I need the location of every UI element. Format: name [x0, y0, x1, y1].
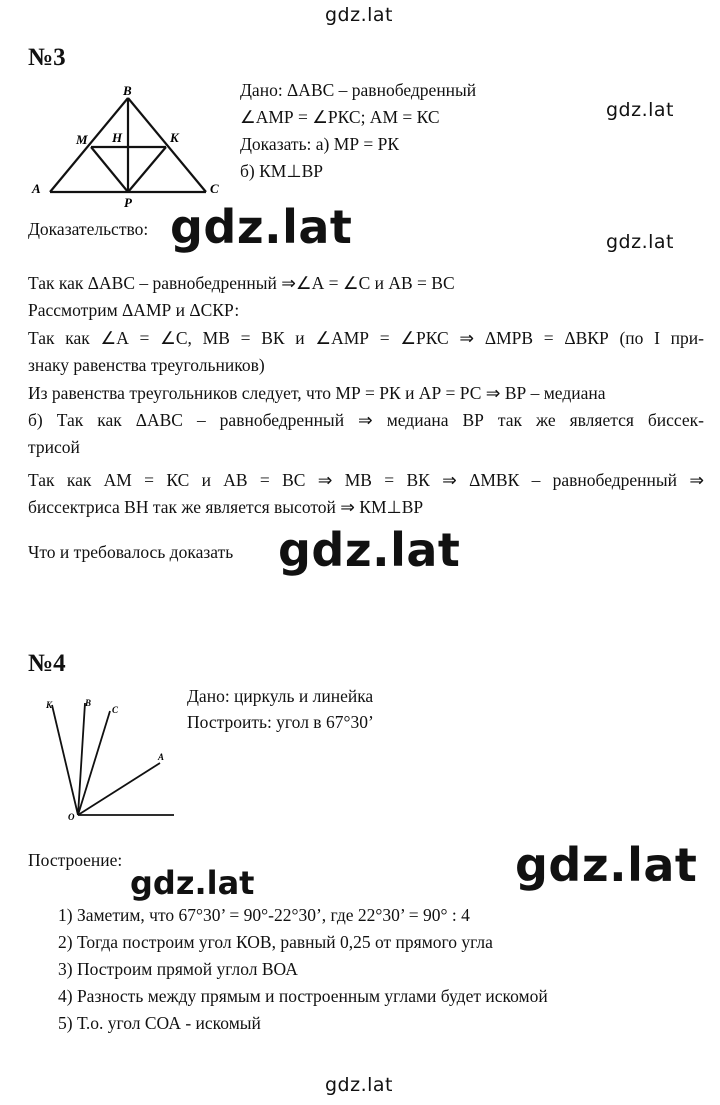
label-c: C [210, 181, 219, 196]
watermark-right-1: gdz.lat [606, 99, 675, 121]
proof-line-9: биссектриса ВН так же является высотой ⇒ КМ⊥ВР [28, 497, 424, 517]
proof-line-4: знаку равенства треугольников) [28, 355, 265, 375]
label-o: O [68, 812, 75, 822]
p4-given-2: Построить: угол в 67°30’ [187, 712, 374, 732]
watermark-right-2: gdz.lat [606, 231, 675, 253]
proof-line-1: Так как ΔАВС – равнобедренный ⇒∠А = ∠С и АВ = ВС [28, 273, 455, 293]
step-1: 1) Заметим, что 67°30’ = 90°-22°30’, где 22°30’ = 90° : 4 [58, 905, 470, 925]
step-4: 4) Разность между прямым и построенным углами будет искомой [58, 986, 548, 1006]
label-c: C [112, 705, 119, 715]
construction-label: Построение: [28, 850, 123, 870]
conclusion-text: Что и требовалось доказать [28, 542, 234, 562]
watermark-big-1: gdz.lat [170, 200, 353, 254]
segment-kp [128, 147, 166, 192]
problem-4-heading: №4 [28, 650, 66, 677]
proof-line-3: Так как ∠А = ∠С, МВ = ВК и ∠АМР = ∠РКС ⇒ ΔМРВ = ΔВКР (по I при- [28, 328, 704, 348]
label-b: B [123, 83, 132, 98]
watermark-big-4: gdz.lat [130, 864, 255, 902]
p3-prove-2: б) КМ⊥ВР [240, 161, 323, 181]
label-m: M [76, 132, 88, 147]
proof-label: Доказательство: [28, 219, 149, 239]
label-k: K [46, 700, 53, 710]
watermark-bottom: gdz.lat [325, 1074, 394, 1096]
label-a: A [158, 752, 165, 762]
p3-given-2: ∠АМР = ∠РКС; АМ = КС [240, 107, 440, 127]
proof-line-6: б) Так как ΔАВС – равнобедренный ⇒ медиана ВР так же является биссек- [28, 410, 704, 430]
ray-ok [52, 705, 78, 815]
proof-line-7: трисой [28, 437, 80, 457]
p3-given-1: Дано: ΔАВС – равнобедренный [240, 80, 477, 100]
triangle-figure [28, 80, 238, 208]
proof-line-2: Рассмотрим ΔАМР и ΔСКР: [28, 300, 240, 320]
label-b: B [85, 698, 92, 708]
step-2: 2) Тогда построим угол КОВ, равный 0,25 от прямого угла [58, 932, 493, 952]
watermark-big-2: gdz.lat [278, 523, 461, 577]
watermark-top: gdz.lat [325, 4, 394, 26]
p4-given-1: Дано: циркуль и линейка [187, 686, 374, 706]
proof-line-5: Из равенства треугольников следует, что МР = РК и АР = РС ⇒ ВР – медиана [28, 383, 606, 403]
label-p: P [124, 195, 132, 208]
proof-line-8: Так как АМ = КС и АВ = ВС ⇒ МВ = ВК ⇒ ΔМВК – равнобедренный ⇒ [28, 470, 704, 490]
label-h: H [112, 130, 123, 145]
step-3: 3) Построим прямой углол ВОА [58, 959, 298, 979]
watermark-big-3: gdz.lat [515, 838, 698, 892]
label-a: A [32, 181, 41, 196]
ray-oa [78, 763, 160, 815]
problem-3-heading: №3 [28, 44, 66, 71]
p3-prove-1: Доказать: а) МР = РК [240, 134, 400, 154]
label-k: K [170, 130, 179, 145]
angle-figure [28, 693, 188, 828]
step-5: 5) Т.о. угол СОА - искомый [58, 1013, 261, 1033]
segment-mp [91, 147, 128, 192]
